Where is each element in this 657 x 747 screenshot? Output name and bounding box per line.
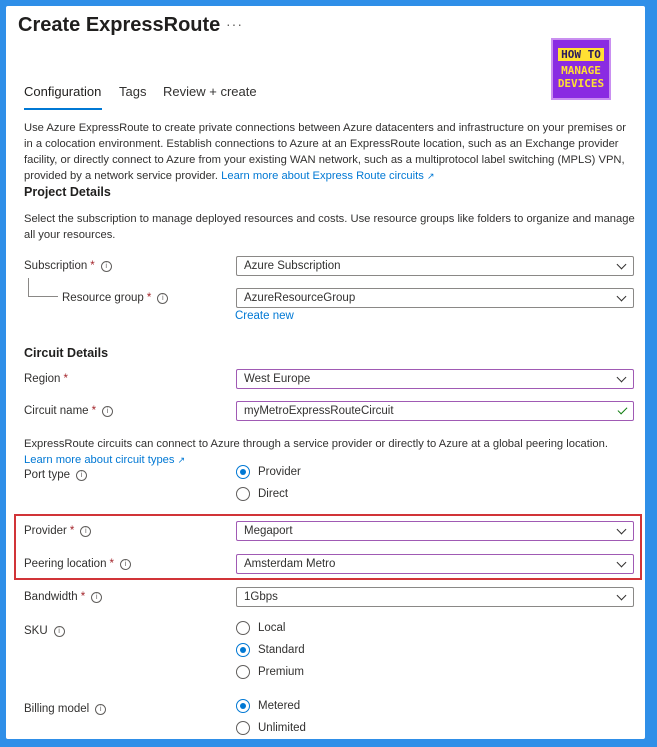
logo-line-3: DEVICES (557, 77, 605, 90)
howto-manage-devices-logo (551, 38, 611, 100)
billing-model-label: Billing model i (24, 703, 106, 715)
chevron-down-icon (617, 373, 627, 383)
intro-description (24, 120, 636, 184)
learn-more-circuits-link[interactable]: Learn more about Express Route circuits (221, 170, 424, 182)
bandwidth-dropdown[interactable]: 1Gbps (236, 587, 634, 607)
create-new-resource-group-link[interactable]: Create new (235, 310, 294, 322)
subscription-label: Subscription * i (24, 260, 112, 272)
resource-group-label: Resource group * i (62, 292, 168, 304)
chevron-down-icon (617, 525, 627, 535)
sku-label: SKU i (24, 625, 65, 637)
radio-empty-icon (236, 721, 250, 735)
radio-selected-icon (236, 699, 250, 713)
external-link-icon: ↗ (426, 171, 435, 181)
provider-label: Provider * i (24, 525, 91, 537)
page-title: Create ExpressRoute (18, 14, 221, 36)
chevron-down-icon (617, 591, 627, 601)
tree-connector-horizontal (28, 296, 58, 297)
project-details-heading: Project Details (24, 185, 111, 199)
circuit-types-note: ExpressRoute circuits can connect to Azure through a service provider or directly to Azure at a global peering location. Learn more about circuit types ↗ (24, 438, 608, 466)
info-icon: i (54, 626, 65, 637)
radio-empty-icon (236, 621, 250, 635)
checkmark-icon (618, 405, 628, 415)
circuit-name-label: Circuit name * i (24, 405, 113, 417)
info-icon: i (95, 704, 106, 715)
radio-selected-icon (236, 465, 250, 479)
logo-line-2: MANAGE (561, 64, 601, 77)
resource-group-dropdown[interactable]: AzureResourceGroup (236, 288, 634, 308)
info-icon: i (80, 526, 91, 537)
region-dropdown[interactable]: West Europe (236, 369, 634, 389)
chevron-down-icon (617, 292, 627, 302)
logo-line-1: HOW TO (558, 48, 604, 61)
tab-review-create[interactable]: Review + create (163, 84, 257, 99)
active-tab-indicator (24, 108, 102, 110)
intro-text: Use Azure ExpressRoute to create private connections between Azure datacenters and infrastructure on your premises or in a colocation environment. Establish connections to Azure at an ExpressRoute location, such as an Exchange provider facility, or directly connect to Azure from your existing WAN network, such as a multiprotocol label switching (MPLS) VPN, provided by a network service provider. (24, 122, 626, 182)
info-icon: i (120, 559, 131, 570)
radio-empty-icon (236, 487, 250, 501)
circuit-name-input[interactable]: myMetroExpressRouteCircuit (236, 401, 634, 421)
info-icon: i (101, 261, 112, 272)
more-options-button[interactable]: ··· (226, 16, 243, 32)
radio-selected-icon (236, 643, 250, 657)
provider-dropdown[interactable]: Megaport (236, 521, 634, 541)
radio-empty-icon (236, 665, 250, 679)
tree-connector-vertical (28, 278, 29, 296)
tab-configuration[interactable]: Configuration (24, 84, 102, 99)
port-type-label: Port type i (24, 469, 87, 481)
learn-more-circuit-types-link[interactable]: Learn more about circuit types (24, 454, 175, 466)
chevron-down-icon (617, 260, 627, 270)
create-expressroute-panel: Create ExpressRoute ··· HOW TO MANAGE DEVICES Configuration Tags Review + create Use Azure ExpressRoute to create private connections between Azure datacenters and infrastructure on your premises or in a colocation environment. Establish connections to Azure at an ExpressRoute location, such as an Exchange provider facility, or directly connect to Azure from your existing WAN network, such as a multiprotocol label switching (MPLS) VPN, provided by a network service provider. Learn more about Express Route circuits ↗ Project Details Select the subscription to manage deployed resources and costs. Use resource groups like folders to organize and manage all your resources. Subscription * i Azure Subscription Resource group * i AzureResourceGroup Create new Circuit Details Region * West Europe Circuit name * i myMetroExpressRouteCircuit ExpressRoute circuits can connect to Azure through a service provider or directly to Azure at a global peering location. Learn more about circuit types ↗ Port type i Provider Direct Provider * i Megaport Peering location * i Amsterdam Metro Bandwidth * i 1Gbps SKU i Local Standard Premium Billing model i Metered Unlimited (6, 6, 645, 739)
info-icon: i (76, 470, 87, 481)
chevron-down-icon (617, 558, 627, 568)
region-label: Region * (24, 373, 68, 385)
info-icon: i (157, 293, 168, 304)
project-details-note: Select the subscription to manage deployed resources and costs. Use resource groups like folders to organize and manage all your resources. (24, 213, 635, 241)
peering-location-dropdown[interactable]: Amsterdam Metro (236, 554, 634, 574)
bandwidth-label: Bandwidth * i (24, 591, 102, 603)
subscription-dropdown[interactable]: Azure Subscription (236, 256, 634, 276)
info-icon: i (91, 592, 102, 603)
circuit-details-heading: Circuit Details (24, 346, 109, 360)
peering-location-label: Peering location * i (24, 558, 131, 570)
external-link-icon: ↗ (177, 455, 186, 465)
info-icon: i (102, 406, 113, 417)
tab-tags[interactable]: Tags (119, 84, 147, 99)
